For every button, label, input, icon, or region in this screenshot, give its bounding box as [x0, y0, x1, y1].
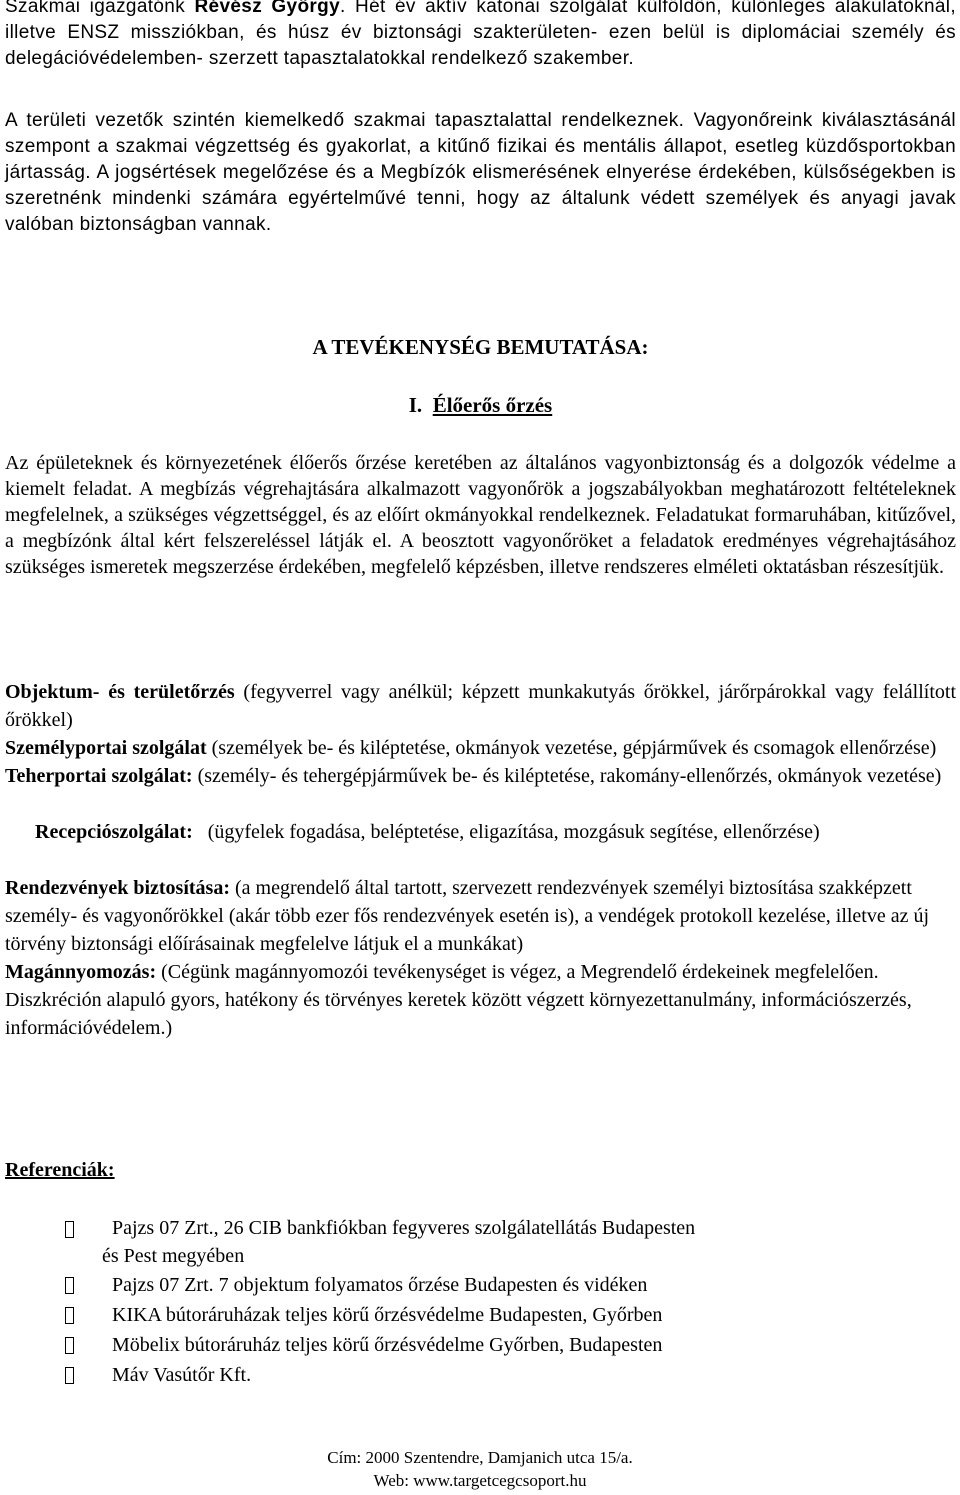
- reference-item: [65, 1270, 865, 1300]
- section-title: A TEVÉKENYSÉG BEMUTATÁSA:: [312, 335, 649, 359]
- reference-item: [65, 1360, 865, 1390]
- reference-text: Pajzs 07 Zrt., 26 CIB bankfiókban fegyveres szolgálatellátás Budapesten: [112, 1217, 696, 1239]
- service-description: (személy- és tehergépjárművek be- és kiléptetése, rakomány-ellenőrzés, okmányok vezetése): [192, 765, 942, 787]
- subsection-title: [5, 393, 956, 418]
- service-name: Magánnyomozás:: [5, 961, 157, 983]
- reference-item: [65, 1330, 865, 1360]
- footer-address: Cím: 2000 Szentendre, Damjanich utca 15/a.: [327, 1448, 633, 1467]
- service-description: (személyek be- és kiléptetése, okmányok vezetése, gépjárművek és csomagok ellenőrzése): [206, 737, 937, 759]
- reference-text: KIKA bútoráruházak teljes körű őrzésvédelme Budapesten, Győrben: [112, 1304, 663, 1326]
- service-description: (Cégünk magánnyomozói tevékenységet is végez, a Megrendelő érdekeinek megfelelően. Diszkréción alapuló gyors, hatékony és törvényes keretek között végzett környezettanulmány, információszerzés, információvédelem.): [5, 961, 912, 1039]
- checkbox-bullet-icon: [65, 1337, 74, 1354]
- service-item: [5, 678, 956, 734]
- service-item: [5, 874, 956, 958]
- subsection-name: Élőerős őrzés: [432, 393, 553, 417]
- service-item: [5, 734, 956, 762]
- intro-text-rest: . Hét év aktív katonai szolgálat külföldön, különleges alakulatoknál, illetve ENSZ missziókban, és húsz év biztonsági szakterületen- ezen belül is diplomáciai személy és delegációvédelemben- szerzett tapasztalatokkal rendelkező szakember.: [5, 0, 956, 69]
- reference-text-continued: és Pest megyében: [102, 1245, 245, 1267]
- checkbox-bullet-icon: [65, 1367, 74, 1384]
- intro-paragraph-staff: A területi vezetők szintén kiemelkedő szakmai tapasztalattal rendelkeznek. Vagyonőreink kiválasztásánál szempont a szakmai végzettség és gyakorlat, a kitűnő fizikai és mentális állapot, esetleg küzdősportokban jártasság. A jogsértések megelőzése és a Megbízók elismerésének elnyerése érdekében, külsőségekben is szeretnénk mindenki számára egyértelművé tenni, hogy az általunk védett személyek és anyagi javak valóban biztonságban vannak.: [5, 110, 956, 235]
- checkbox-bullet-icon: [65, 1277, 74, 1294]
- reference-item: [65, 1300, 865, 1330]
- director-name: Révész György: [194, 0, 341, 17]
- reference-text: Máv Vasútőr Kft.: [112, 1364, 252, 1386]
- service-description: (fegyverrel vagy anélkül; képzett munkakutyás őrökkel, járőrpárokkal vagy felállított őrökkel): [5, 681, 957, 731]
- subsection-number: I.: [408, 393, 423, 417]
- references-title: [5, 1157, 956, 1183]
- service-name: Teherportai szolgálat:: [5, 765, 193, 787]
- service-description: (a megrendelő által tartott, szervezett rendezvények személyi biztosítása szakképzett személy- és vagyonőrökkel (akár több ezer fős rendezvények esetén is), a vendégek protokoll kezelése, illetve az új törvény biztonsági előírásainak megfelelve látjuk el a munkákat): [5, 877, 930, 955]
- service-name: Objektum- és területőrzés: [5, 681, 235, 703]
- checkbox-bullet-icon: [65, 1307, 74, 1324]
- service-name: Személyportai szolgálat: [5, 737, 207, 759]
- services-list: [5, 678, 956, 1042]
- service-name: Recepciószolgálat:: [35, 821, 193, 843]
- service-name: Rendezvények biztosítása:: [5, 877, 230, 899]
- service-item: [5, 958, 956, 1042]
- intro-paragraph-director: [5, 0, 956, 72]
- footer-website: Web: www.targetcegcsoport.hu: [373, 1471, 587, 1490]
- guarding-description: Az épületeknek és környezetének élőerős őrzése keretében az általános vagyonbiztonság és a dolgozók védelme a kiemelt feladat. A megbízás végrehajtására alkalmazott vagyonőrök a jogszabályokban meghatározott feltételeknek megfelelnek, a szükséges végzettséggel, és az előírt okmányokkal rendelkeznek. Feladatukat formaruhában, kitűzővel, a megbízónk által kért felszereléssel látják el. A beosztott vagyonőröket a feladatok eredményes végrehajtásához szükséges ismeretek megszerzése érdekében, megfelelő képzésben, illetve rendszeres elméleti oktatásban részesítjük.: [5, 452, 956, 578]
- service-item: [5, 790, 956, 874]
- reference-text: Möbelix bútoráruház teljes körű őrzésvédelme Győrben, Budapesten: [112, 1334, 663, 1356]
- intro-text-start: Szakmai igazgatónk: [5, 0, 195, 17]
- checkbox-bullet-icon: [65, 1221, 74, 1238]
- references-heading: Referenciák:: [5, 1159, 115, 1181]
- references-list: [65, 1214, 865, 1390]
- reference-text: Pajzs 07 Zrt. 7 objektum folyamatos őrzése Budapesten és vidéken: [112, 1274, 648, 1296]
- reference-item: [65, 1214, 865, 1270]
- service-description: (ügyfelek fogadása, beléptetése, eligazítása, mozgásuk segítése, ellenőrzése): [192, 821, 820, 843]
- service-item: [5, 762, 956, 790]
